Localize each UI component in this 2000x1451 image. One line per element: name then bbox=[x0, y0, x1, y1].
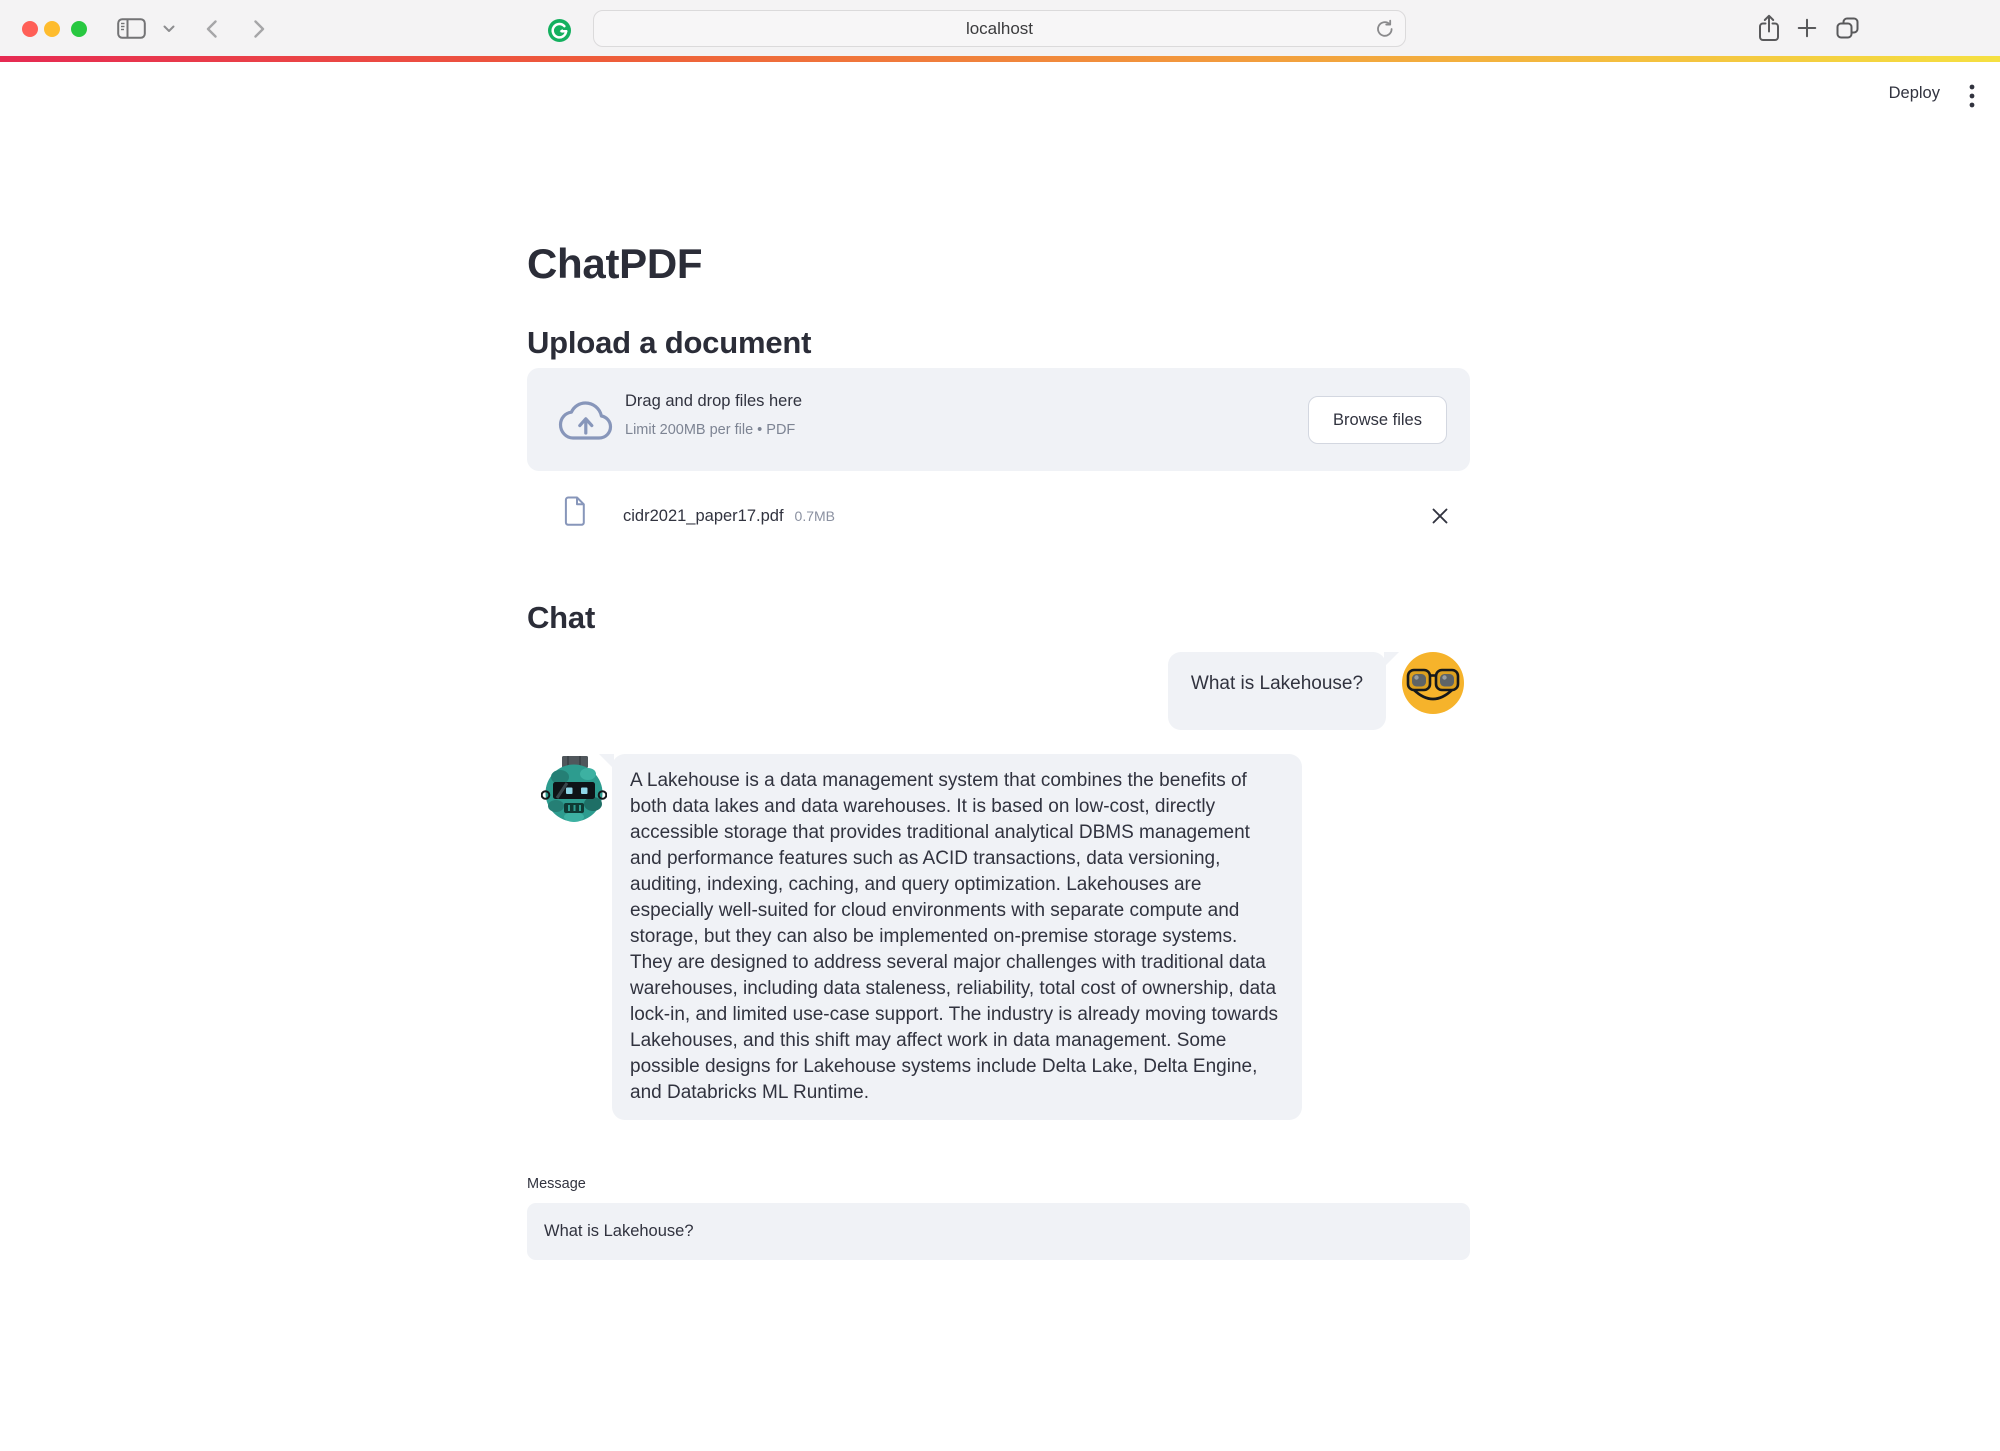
chat-message-user-text: What is Lakehouse? bbox=[1190, 673, 1364, 694]
forward-button[interactable] bbox=[254, 20, 265, 38]
kebab-menu-icon bbox=[1969, 84, 1975, 108]
streamlit-decoration-bar bbox=[0, 56, 2000, 62]
assistant-avatar bbox=[541, 755, 607, 825]
chevron-down-icon bbox=[163, 25, 175, 33]
robot-avatar-icon bbox=[541, 755, 607, 825]
remove-file-button[interactable] bbox=[1420, 496, 1460, 536]
nerd-face-emoji-icon bbox=[1400, 650, 1466, 716]
share-icon bbox=[1756, 13, 1782, 43]
uploaded-file-row bbox=[527, 490, 1470, 548]
file-dropzone[interactable] bbox=[527, 368, 1470, 471]
app-menu-button[interactable] bbox=[1960, 82, 1984, 110]
zoom-window-button[interactable] bbox=[71, 21, 87, 37]
new-tab-button[interactable] bbox=[1796, 17, 1818, 39]
close-window-button[interactable] bbox=[22, 21, 38, 37]
sidebar-toggle-button[interactable] bbox=[117, 18, 146, 39]
user-avatar bbox=[1400, 650, 1466, 716]
tab-overview-button[interactable] bbox=[1835, 16, 1860, 40]
tab-overview-icon bbox=[1835, 16, 1860, 40]
grammarly-extension-badge[interactable] bbox=[548, 19, 571, 47]
reload-icon bbox=[1374, 18, 1396, 40]
uploaded-file-name: cidr2021_paper17.pdf bbox=[623, 507, 784, 525]
sidebar-icon bbox=[117, 18, 146, 39]
message-input-label: Message bbox=[527, 1176, 586, 1192]
reload-button[interactable] bbox=[1374, 18, 1396, 45]
chat-section-heading: Chat bbox=[527, 599, 596, 635]
chat-message-assistant bbox=[612, 754, 1302, 1120]
chat-message-user bbox=[1168, 652, 1386, 730]
dropzone-limit: Limit 200MB per file • PDF bbox=[625, 422, 796, 438]
uploaded-file-size: 0.7MB bbox=[794, 508, 836, 524]
back-button[interactable] bbox=[206, 20, 217, 38]
forward-icon bbox=[254, 20, 265, 38]
close-x-icon bbox=[1431, 507, 1449, 525]
back-icon bbox=[206, 20, 217, 38]
cloud-upload-icon bbox=[554, 397, 618, 448]
page-title: ChatPDF bbox=[527, 240, 703, 288]
chat-message-assistant-text: A Lakehouse is a data management system that combines the benefits of both data lakes and data warehouses. It is based on low-cost, directly accessible storage that provides traditional analytical DBMS management and performance features such as ACID transactions, data versioning, auditing, indexing, caching, and query optimization. Lakehouses are especially well-suited for cloud environments with separate compute and storage, but they can also be implemented on-premise storage systems. They are designed to address several major challenges with traditional data warehouses, including data staleness, reliability, total cost of ownership, data lock-in, and limited use-case support. The industry is already moving towards Lakehouses, and this shift may affect work in data management. Some possible designs for Lakehouse systems include Delta Lake, Delta Engine, and Databricks ML Runtime. bbox=[630, 770, 1279, 1103]
message-input[interactable] bbox=[527, 1203, 1470, 1260]
address-bar-text: localhost bbox=[965, 18, 1034, 38]
deploy-button[interactable]: Deploy bbox=[1888, 84, 1940, 102]
share-button[interactable] bbox=[1756, 13, 1782, 43]
grammarly-icon bbox=[548, 19, 571, 42]
minimize-window-button[interactable] bbox=[44, 21, 60, 37]
sidebar-chevron-button[interactable] bbox=[163, 25, 175, 33]
dropzone-instructions: Drag and drop files here bbox=[625, 392, 803, 410]
address-bar[interactable] bbox=[593, 10, 1406, 47]
browser-toolbar bbox=[0, 0, 2000, 56]
browse-files-button[interactable]: Browse files bbox=[1308, 396, 1447, 444]
new-tab-icon bbox=[1796, 17, 1818, 39]
upload-section-heading: Upload a document bbox=[527, 324, 812, 360]
document-icon bbox=[563, 496, 587, 531]
